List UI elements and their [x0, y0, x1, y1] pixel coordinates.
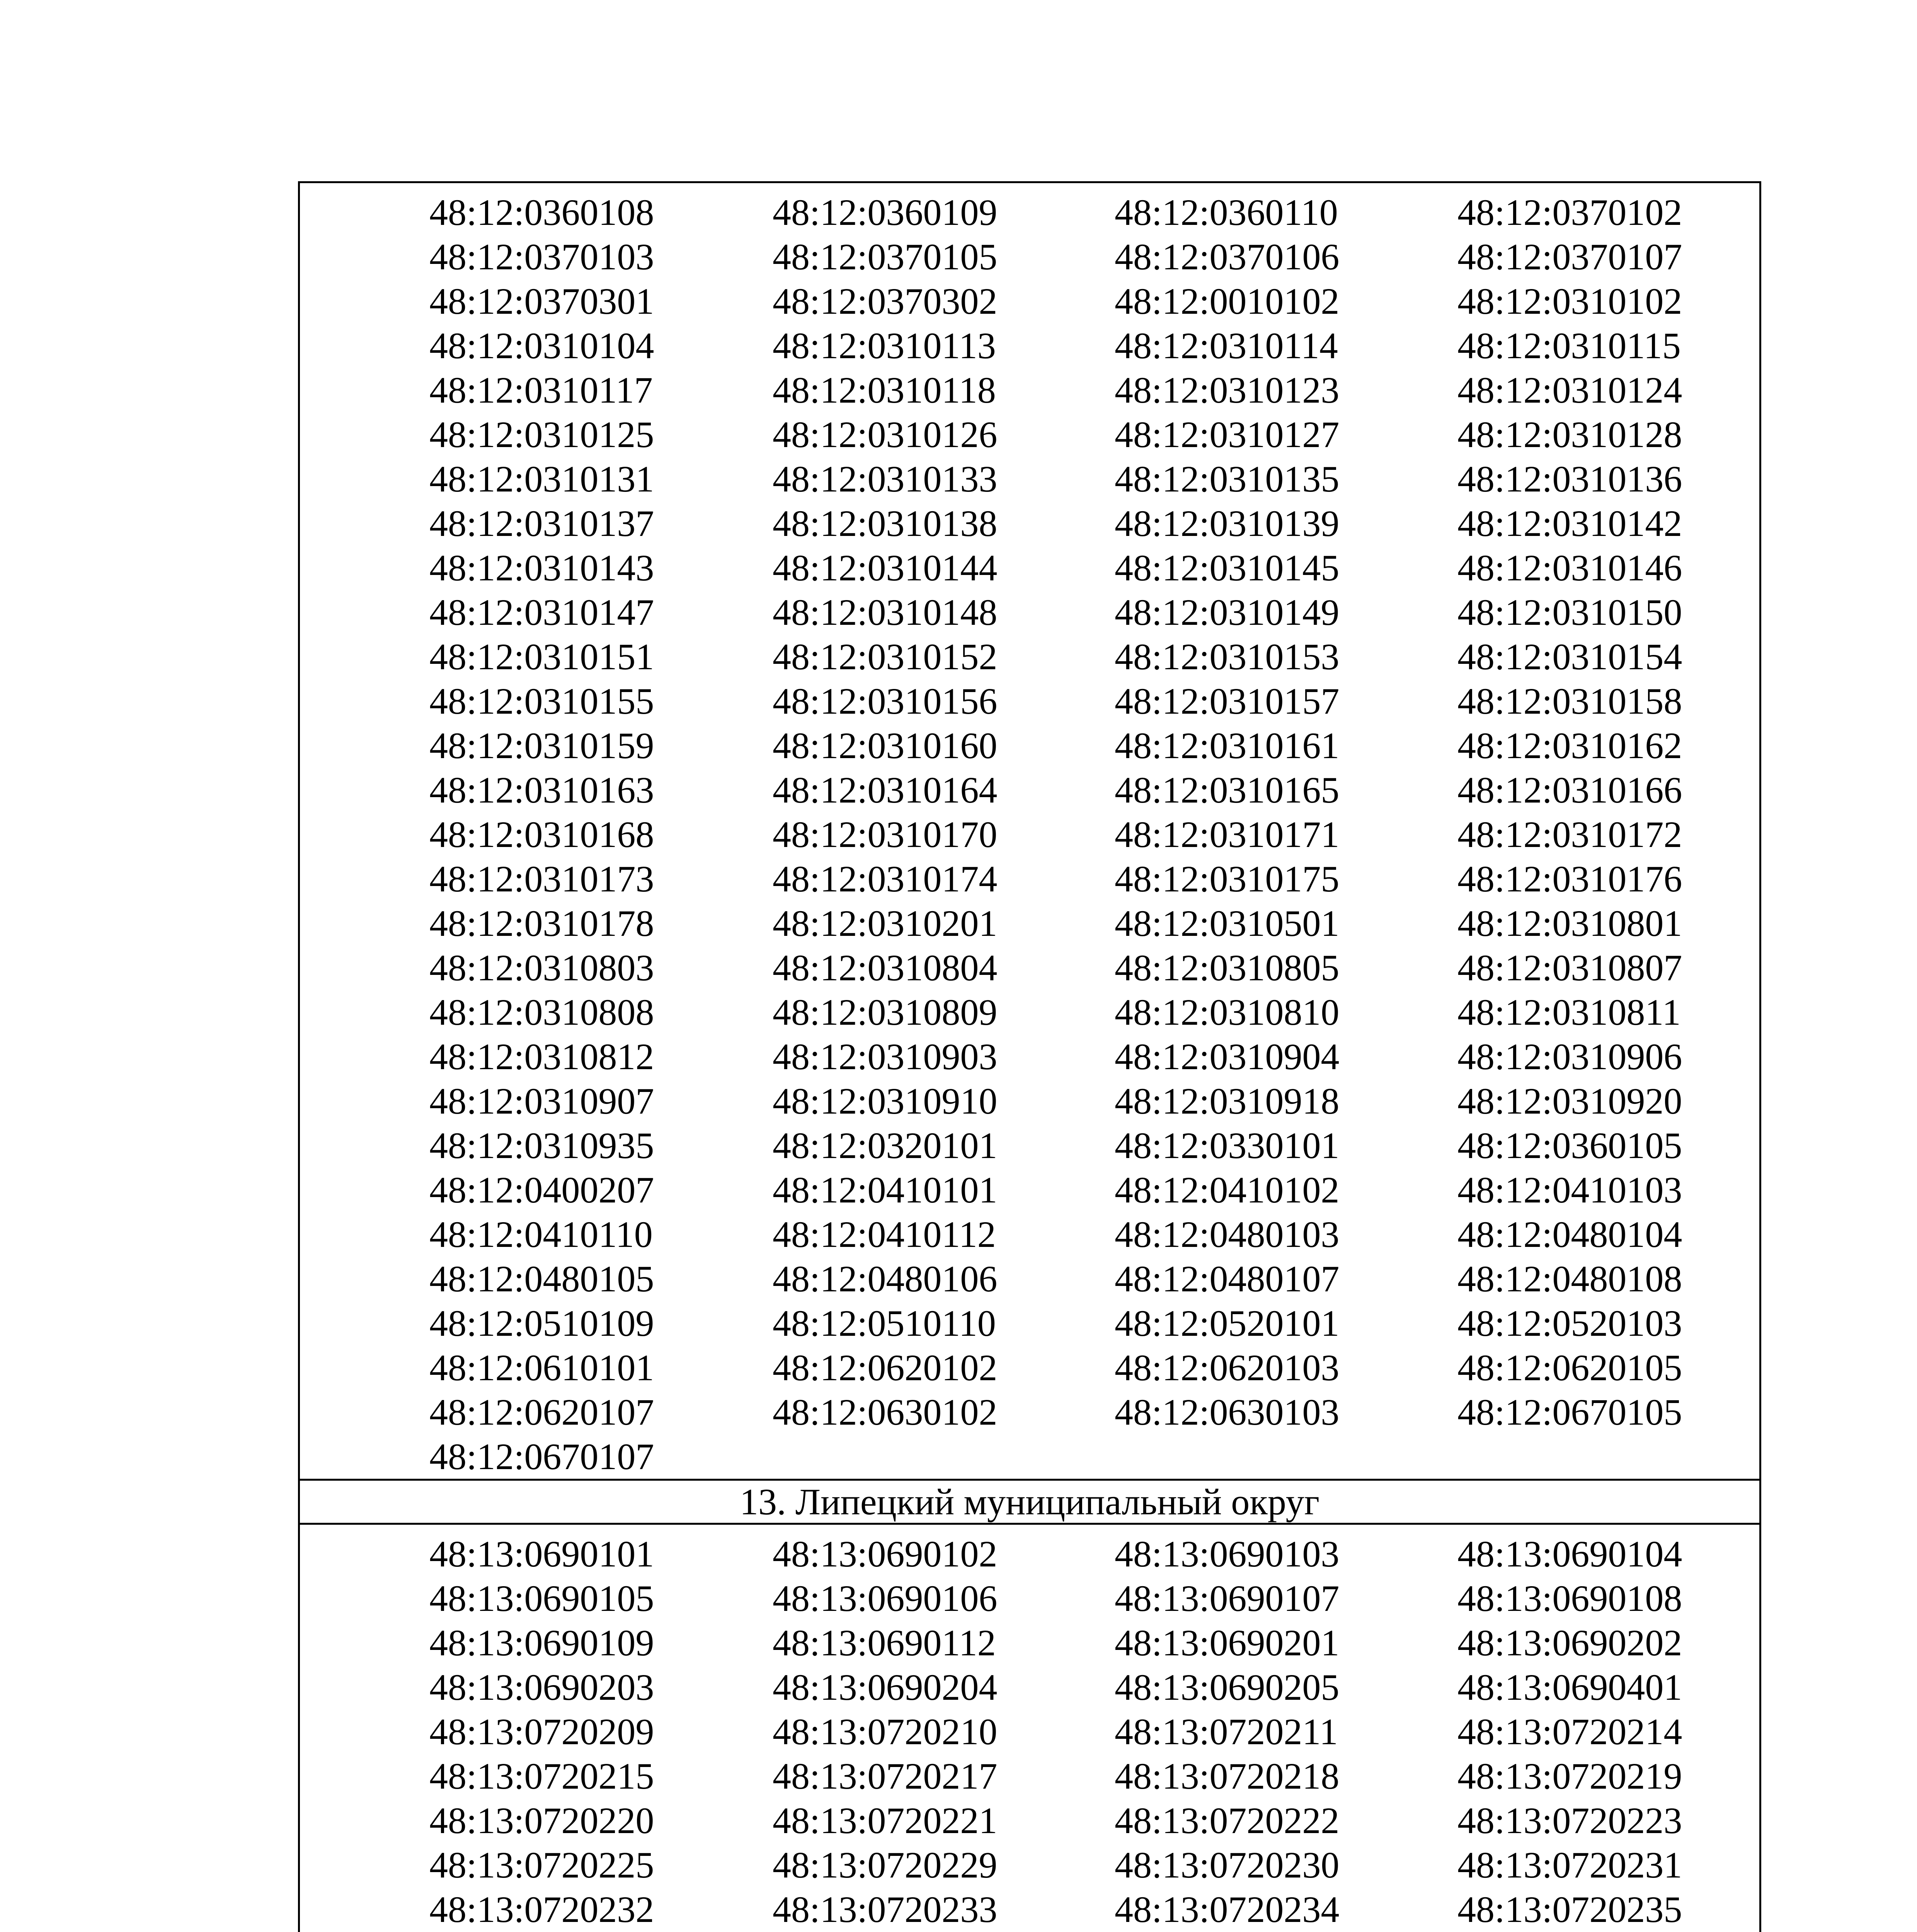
cadastral-number: 48:12:0310102 — [1457, 281, 1682, 322]
cadastral-number: 48:12:0370106 — [1115, 236, 1340, 277]
cadastral-number: 48:12:0360110 — [1115, 192, 1338, 233]
cadastral-number: 48:12:0330101 — [1115, 1125, 1340, 1166]
table-row — [300, 546, 1759, 590]
cadastral-number: 48:13:0690101 — [429, 1533, 654, 1575]
cadastral-number: 48:12:0310148 — [773, 592, 998, 633]
cadastral-number: 48:12:0310147 — [429, 592, 654, 633]
cadastral-number: 48:12:0480107 — [1115, 1258, 1340, 1299]
cadastral-number: 48:12:0410110 — [429, 1214, 653, 1255]
cadastral-number: 48:12:0310118 — [773, 369, 996, 411]
table-row — [300, 323, 1759, 368]
cadastral-number: 48:12:0310810 — [1115, 992, 1340, 1033]
section-header: 13. Липецкий муниципальный округ — [300, 1479, 1759, 1525]
cadastral-number: 48:12:0510110 — [773, 1303, 996, 1344]
cadastral-number: 48:12:0630102 — [773, 1391, 998, 1433]
cadastral-number: 48:12:0310143 — [429, 547, 654, 588]
cadastral-number: 48:12:0310133 — [773, 458, 998, 500]
table-row — [300, 1754, 1759, 1798]
cadastral-number: 48:13:0720234 — [1115, 1889, 1340, 1930]
cadastral-number: 48:13:0720222 — [1115, 1800, 1340, 1841]
cadastral-number: 48:12:0610101 — [429, 1347, 654, 1388]
cadastral-number: 48:12:0410112 — [773, 1214, 996, 1255]
cadastral-number: 48:13:0720215 — [429, 1755, 654, 1797]
table-row — [300, 723, 1759, 768]
table-row — [300, 368, 1759, 412]
table-row — [300, 1532, 1759, 1576]
cadastral-number: 48:12:0310159 — [429, 725, 654, 766]
table-row — [300, 1079, 1759, 1123]
cadastral-number: 48:13:0690102 — [773, 1533, 998, 1575]
cadastral-number: 48:12:0510109 — [429, 1303, 654, 1344]
cadastral-number: 48:12:0010102 — [1115, 281, 1340, 322]
cadastral-number: 48:12:0310135 — [1115, 458, 1340, 500]
cadastral-number: 48:12:0310164 — [773, 769, 998, 811]
cadastral-number: 48:13:0720209 — [429, 1711, 654, 1752]
cadastral-number: 48:12:0370302 — [773, 281, 998, 322]
cadastral-number: 48:12:0310144 — [773, 547, 998, 588]
cadastral-number: 48:12:0310123 — [1115, 369, 1340, 411]
cadastral-number: 48:13:0720214 — [1457, 1711, 1682, 1752]
cadastral-number: 48:12:0310124 — [1457, 369, 1682, 411]
cadastral-number: 48:12:0310117 — [429, 369, 653, 411]
cadastral-number: 48:12:0310166 — [1457, 769, 1682, 811]
cadastral-number: 48:13:0690112 — [773, 1622, 996, 1663]
cadastral-number: 48:12:0670107 — [429, 1436, 654, 1477]
table-row — [300, 1843, 1759, 1887]
cadastral-number: 48:12:0310201 — [773, 903, 998, 944]
cadastral-number: 48:12:0310805 — [1115, 947, 1340, 988]
cadastral-number: 48:12:0310128 — [1457, 414, 1682, 455]
cadastral-number: 48:13:0690204 — [773, 1667, 998, 1708]
cadastral-number: 48:13:0690107 — [1115, 1578, 1340, 1619]
cadastral-number: 48:12:0520101 — [1115, 1303, 1340, 1344]
cadastral-number: 48:12:0520103 — [1457, 1303, 1682, 1344]
cadastral-number: 48:12:0400207 — [429, 1169, 654, 1211]
cadastral-number: 48:12:0310115 — [1457, 325, 1681, 366]
cadastral-number: 48:13:0720231 — [1457, 1844, 1682, 1886]
cadastral-number: 48:12:0310131 — [429, 458, 654, 500]
cadastral-number: 48:12:0360108 — [429, 192, 654, 233]
cadastral-number: 48:12:0310136 — [1457, 458, 1682, 500]
table-row — [300, 1257, 1759, 1301]
cadastral-number: 48:12:0620103 — [1115, 1347, 1340, 1388]
table-row — [300, 1301, 1759, 1345]
table-row — [300, 1576, 1759, 1621]
cadastral-number: 48:12:0310163 — [429, 769, 654, 811]
cadastral-number: 48:12:0370301 — [429, 281, 654, 322]
cadastral-number: 48:12:0620105 — [1457, 1347, 1682, 1388]
cadastral-number: 48:12:0310114 — [1115, 325, 1338, 366]
cadastral-number: 48:12:0310501 — [1115, 903, 1340, 944]
cadastral-number: 48:12:0310138 — [773, 503, 998, 544]
cadastral-number: 48:12:0310809 — [773, 992, 998, 1033]
cadastral-number: 48:12:0670105 — [1457, 1391, 1682, 1433]
cadastral-number: 48:12:0370102 — [1457, 192, 1682, 233]
table-row — [300, 1123, 1759, 1168]
cadastral-number: 48:12:0310151 — [429, 636, 654, 677]
cadastral-number: 48:12:0310161 — [1115, 725, 1340, 766]
cadastral-number: 48:12:0480105 — [429, 1258, 654, 1299]
cadastral-number: 48:12:0310155 — [429, 680, 654, 722]
table-row — [300, 1621, 1759, 1665]
table-row — [300, 812, 1759, 857]
cadastral-number: 48:12:0310149 — [1115, 592, 1340, 633]
table-row — [300, 857, 1759, 901]
table-row — [300, 457, 1759, 501]
cadastral-number: 48:12:0360105 — [1457, 1125, 1682, 1166]
cadastral-number: 48:13:0690105 — [429, 1578, 654, 1619]
cadastral-number: 48:12:0310920 — [1457, 1080, 1682, 1122]
cadastral-block-48-12 — [300, 190, 1759, 1479]
table-row — [300, 1798, 1759, 1843]
cadastral-number: 48:12:0310127 — [1115, 414, 1340, 455]
table-row — [300, 634, 1759, 679]
cadastral-number: 48:13:0720219 — [1457, 1755, 1682, 1797]
cadastral-number: 48:12:0310176 — [1457, 858, 1682, 900]
cadastral-block-48-13 — [300, 1532, 1759, 1932]
cadastral-number: 48:12:0410101 — [773, 1169, 998, 1211]
cadastral-number: 48:13:0720218 — [1115, 1755, 1340, 1797]
cadastral-number: 48:12:0310811 — [1457, 992, 1681, 1033]
cadastral-number: 48:13:0720211 — [1115, 1711, 1338, 1752]
table-row — [300, 901, 1759, 946]
cadastral-number: 48:13:0720217 — [773, 1755, 998, 1797]
cadastral-number: 48:13:0690103 — [1115, 1533, 1340, 1575]
cadastral-number: 48:12:0320101 — [773, 1125, 998, 1166]
cadastral-number: 48:13:0720230 — [1115, 1844, 1340, 1886]
cadastral-number: 48:12:0310142 — [1457, 503, 1682, 544]
cadastral-number: 48:12:0370107 — [1457, 236, 1682, 277]
table-row — [300, 1665, 1759, 1709]
table-row — [300, 501, 1759, 546]
cadastral-number: 48:13:0720223 — [1457, 1800, 1682, 1841]
cadastral-number: 48:12:0310171 — [1115, 814, 1340, 855]
cadastral-number: 48:13:0720210 — [773, 1711, 998, 1752]
cadastral-number: 48:12:0480103 — [1115, 1214, 1340, 1255]
cadastral-number: 48:12:0310165 — [1115, 769, 1340, 811]
cadastral-number: 48:13:0690205 — [1115, 1667, 1340, 1708]
cadastral-number: 48:12:0310153 — [1115, 636, 1340, 677]
cadastral-number: 48:12:0310907 — [429, 1080, 654, 1122]
cadastral-number: 48:12:0310918 — [1115, 1080, 1340, 1122]
table-row — [300, 590, 1759, 634]
cadastral-number: 48:12:0620107 — [429, 1391, 654, 1433]
cadastral-number: 48:12:0310173 — [429, 858, 654, 900]
cadastral-number: 48:12:0360109 — [773, 192, 998, 233]
table-row — [300, 1887, 1759, 1932]
cadastral-number: 48:13:0690203 — [429, 1667, 654, 1708]
cadastral-number: 48:12:0310104 — [429, 325, 654, 366]
cadastral-number: 48:13:0720221 — [773, 1800, 998, 1841]
cadastral-number: 48:12:0310125 — [429, 414, 654, 455]
cadastral-number: 48:12:0310156 — [773, 680, 998, 722]
cadastral-number: 48:13:0690201 — [1115, 1622, 1340, 1663]
table-row — [300, 279, 1759, 323]
cadastral-number: 48:12:0310154 — [1457, 636, 1682, 677]
cadastral-number: 48:13:0690109 — [429, 1622, 654, 1663]
cadastral-number: 48:12:0310803 — [429, 947, 654, 988]
table-row — [300, 990, 1759, 1034]
cadastral-number: 48:13:0720229 — [773, 1844, 998, 1886]
table-row — [300, 1168, 1759, 1212]
cadastral-number: 48:12:0620102 — [773, 1347, 998, 1388]
cadastral-number: 48:12:0310807 — [1457, 947, 1682, 988]
cadastral-number: 48:12:0310174 — [773, 858, 998, 900]
cadastral-number: 48:13:0690106 — [773, 1578, 998, 1619]
cadastral-number: 48:13:0720225 — [429, 1844, 654, 1886]
cadastral-number: 48:12:0310904 — [1115, 1036, 1340, 1077]
cadastral-number: 48:13:0690104 — [1457, 1533, 1682, 1575]
table-row — [300, 1034, 1759, 1079]
table-row — [300, 412, 1759, 457]
cadastral-number: 48:12:0410102 — [1115, 1169, 1340, 1211]
cadastral-number: 48:12:0310126 — [773, 414, 998, 455]
cadastral-table — [298, 181, 1761, 1932]
cadastral-number: 48:12:0310812 — [429, 1036, 654, 1077]
cadastral-number: 48:12:0310113 — [773, 325, 996, 366]
cadastral-number: 48:12:0310903 — [773, 1036, 998, 1077]
cadastral-number: 48:13:0690202 — [1457, 1622, 1682, 1663]
cadastral-number: 48:12:0310158 — [1457, 680, 1682, 722]
table-row — [300, 235, 1759, 279]
table-row — [300, 1345, 1759, 1390]
cadastral-number: 48:12:0310137 — [429, 503, 654, 544]
cadastral-number: 48:12:0410103 — [1457, 1169, 1682, 1211]
cadastral-number: 48:12:0310910 — [773, 1080, 998, 1122]
cadastral-number: 48:12:0310170 — [773, 814, 998, 855]
cadastral-number: 48:12:0310168 — [429, 814, 654, 855]
cadastral-number: 48:12:0310935 — [429, 1125, 654, 1166]
cadastral-number: 48:12:0310175 — [1115, 858, 1340, 900]
cadastral-number: 48:12:0480104 — [1457, 1214, 1682, 1255]
table-row — [300, 679, 1759, 723]
table-row — [300, 190, 1759, 235]
cadastral-number: 48:12:0310160 — [773, 725, 998, 766]
cadastral-number: 48:12:0630103 — [1115, 1391, 1340, 1433]
cadastral-number: 48:13:0690401 — [1457, 1667, 1682, 1708]
cadastral-number: 48:12:0310157 — [1115, 680, 1340, 722]
cadastral-number: 48:12:0310178 — [429, 903, 654, 944]
cadastral-number: 48:12:0310172 — [1457, 814, 1682, 855]
table-row — [300, 1434, 1759, 1479]
cadastral-number: 48:12:0310139 — [1115, 503, 1340, 544]
cadastral-number: 48:12:0370105 — [773, 236, 998, 277]
cadastral-number: 48:12:0370103 — [429, 236, 654, 277]
table-row — [300, 1390, 1759, 1434]
cadastral-number: 48:12:0310162 — [1457, 725, 1682, 766]
cadastral-number: 48:13:0690108 — [1457, 1578, 1682, 1619]
cadastral-number: 48:12:0310804 — [773, 947, 998, 988]
cadastral-number: 48:12:0310906 — [1457, 1036, 1682, 1077]
table-row — [300, 1212, 1759, 1257]
table-row — [300, 946, 1759, 990]
cadastral-number: 48:12:0310801 — [1457, 903, 1682, 944]
cadastral-number: 48:13:0720220 — [429, 1800, 654, 1841]
cadastral-number: 48:12:0310808 — [429, 992, 654, 1033]
cadastral-number: 48:12:0310152 — [773, 636, 998, 677]
cadastral-number: 48:12:0310150 — [1457, 592, 1682, 633]
cadastral-number: 48:13:0720235 — [1457, 1889, 1682, 1930]
cadastral-number: 48:12:0310146 — [1457, 547, 1682, 588]
cadastral-number: 48:13:0720232 — [429, 1889, 654, 1930]
table-row — [300, 768, 1759, 812]
cadastral-number: 48:12:0480106 — [773, 1258, 998, 1299]
cadastral-number: 48:12:0310145 — [1115, 547, 1340, 588]
cadastral-number: 48:12:0480108 — [1457, 1258, 1682, 1299]
cadastral-number: 48:13:0720233 — [773, 1889, 998, 1930]
table-row — [300, 1709, 1759, 1754]
